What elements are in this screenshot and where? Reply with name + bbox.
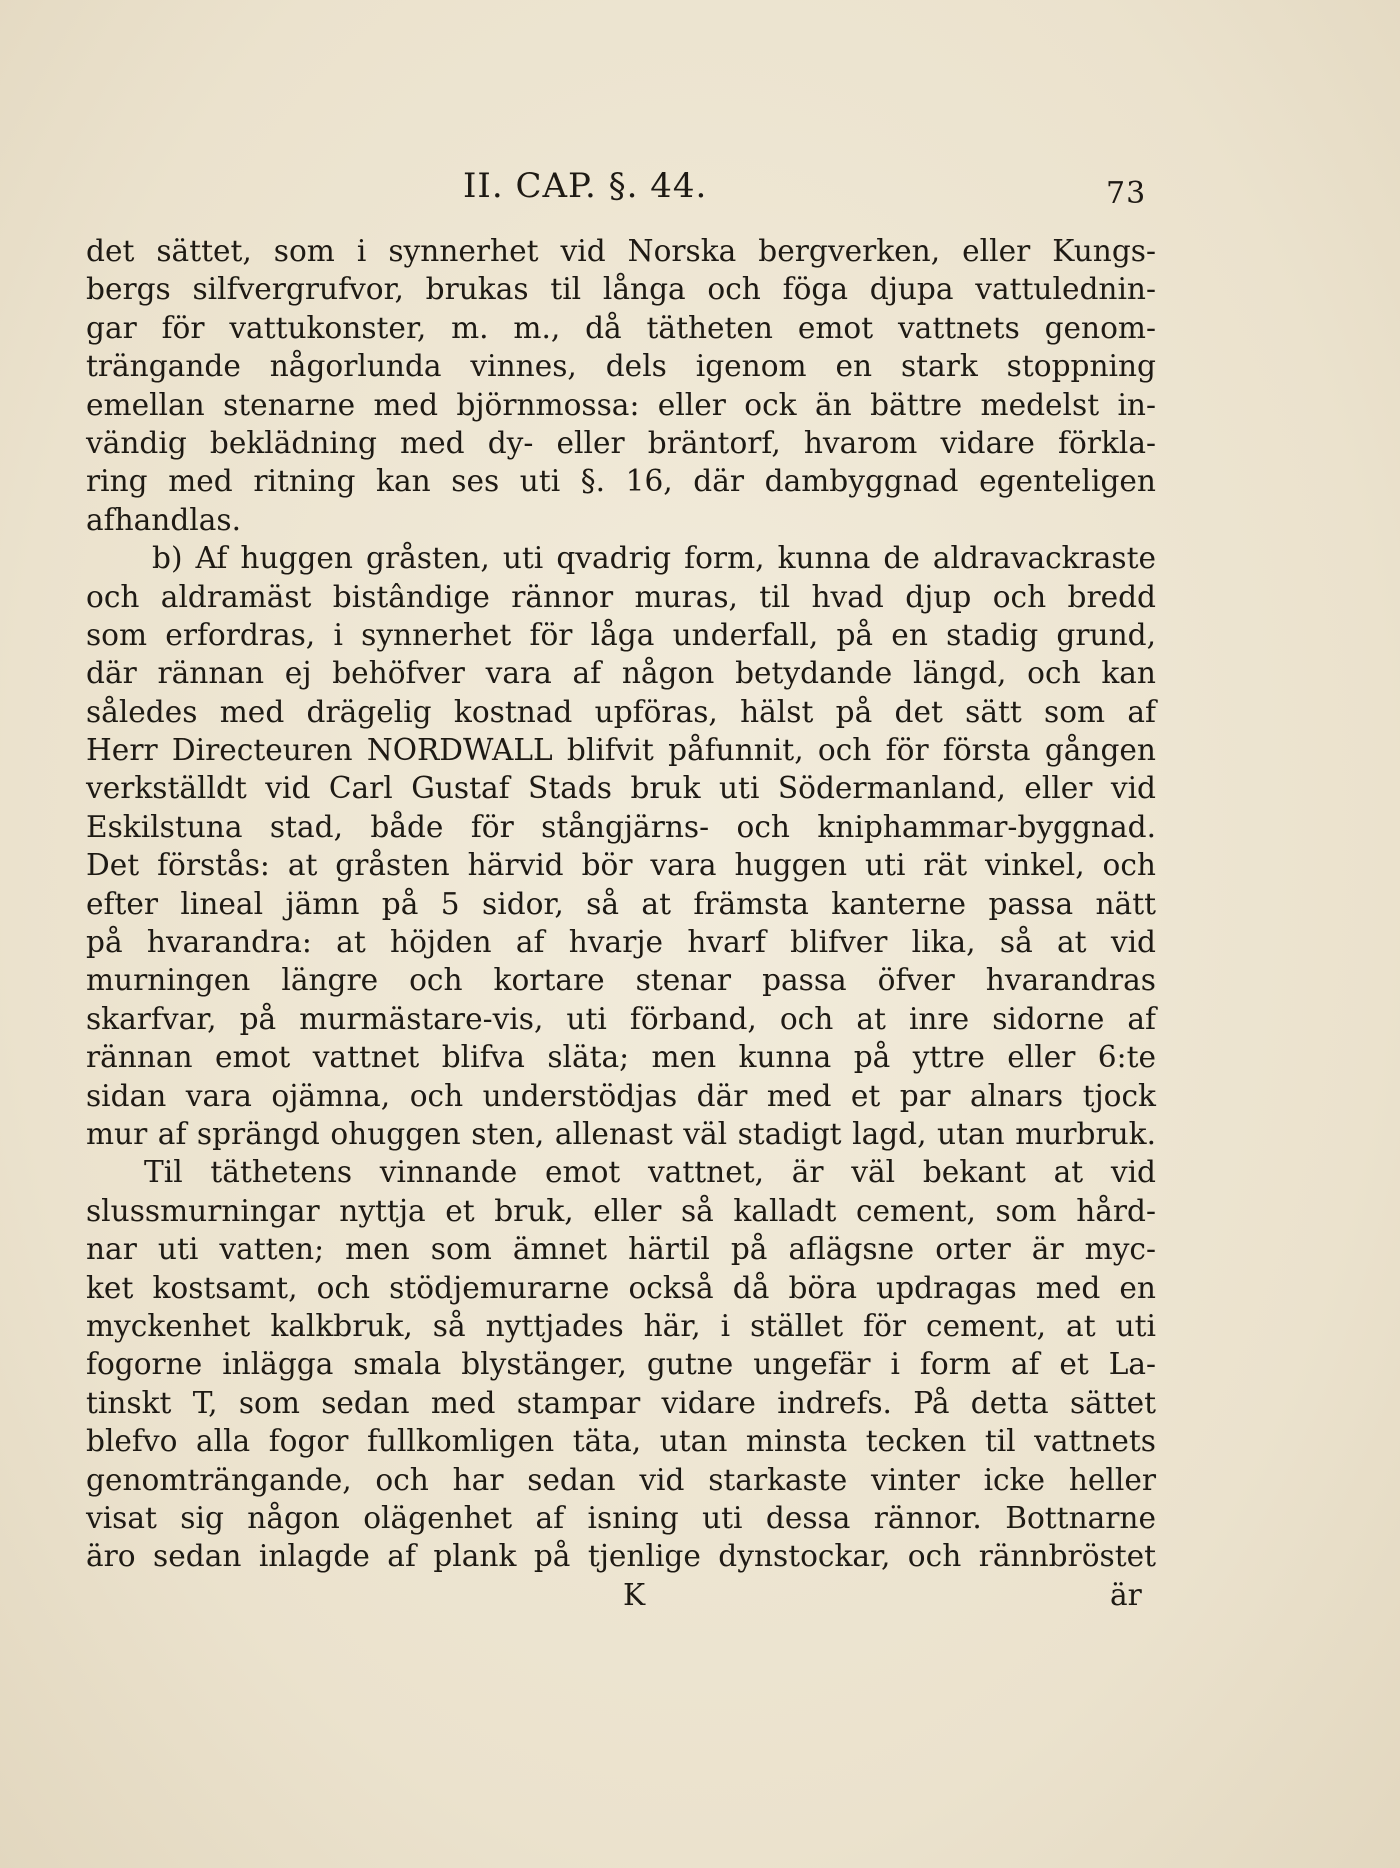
- text-line: skarfvar, på murmästare-vis, uti förband, och at inre sidorne af: [86, 1001, 1156, 1036]
- text-line: myckenhet kalkbruk, så nyttjades här, i stället för cement, at uti: [86, 1308, 1156, 1343]
- text-line: slussmurningar nyttja et bruk, eller så kalladt cement, som hård-: [86, 1193, 1156, 1228]
- text-line: äro sedan inlagde af plank på tjenlige dynstockar, och rännbröstet: [86, 1539, 1156, 1574]
- text-line: som erfordras, i synnerhet för låga underfall, på en stadig grund,: [86, 617, 1156, 652]
- text-line: visat sig någon olägenhet af isning uti dessa rännor. Bottnarne: [86, 1500, 1156, 1535]
- text-line: trängande någorlunda vinnes, dels igenom en stark stoppning: [86, 349, 1156, 384]
- text-line: efter lineal jämn på 5 sidor, så at främsta kanterne passa nätt: [86, 886, 1156, 921]
- text-line: bergs silfvergrufvor, brukas til långa och föga djupa vattulednin-: [86, 272, 1156, 307]
- text-line: således med drägelig kostnad upföras, hälst på det sätt som af: [86, 694, 1156, 729]
- text-line: tinskt T, som sedan med stampar vidare indrefs. På detta sättet: [86, 1385, 1156, 1420]
- text-line: genomträngande, och har sedan vid starkaste vinter icke heller: [86, 1462, 1156, 1497]
- body-text: [86, 232, 1156, 1576]
- text-line: på hvarandra: at höjden af hvarje hvarf blifver lika, så at vid: [86, 925, 1156, 960]
- running-head: [0, 166, 1400, 216]
- text-line: ket kostsamt, och stödjemurarne också då böra updragas med en: [86, 1270, 1156, 1305]
- text-line: Til täthetens vinnande emot vattnet, är väl bekant at vid: [144, 1155, 1156, 1190]
- signature-mark: K: [623, 1578, 646, 1612]
- text-line: mur af sprängd ohuggen sten, allenast väl stadigt lagd, utan murbruk.: [86, 1116, 1156, 1151]
- page-footer: [0, 1578, 1400, 1618]
- text-line: Det förstås: at gråsten härvid bör vara huggen uti rät vinkel, och: [86, 848, 1156, 883]
- text-line: nar uti vatten; men som ämnet härtil på aflägsne orter är myc-: [86, 1232, 1156, 1267]
- text-line: där rännan ej behöfver vara af någon betydande längd, och kan: [86, 656, 1156, 691]
- text-line: Herr Directeuren NORDWALL blifvit påfunnit, och för första gången: [86, 733, 1156, 768]
- text-line: rännan emot vattnet blifva släta; men kunna på yttre eller 6:te: [86, 1040, 1156, 1075]
- text-line: blefvo alla fogor fullkomligen täta, utan minsta tecken til vattnets: [86, 1424, 1156, 1459]
- catchword: är: [1110, 1578, 1142, 1612]
- text-line: sidan vara ojämna, och understödjas där med et par alnars tjock: [86, 1078, 1156, 1113]
- text-line: det sättet, som i synnerhet vid Norska bergverken, eller Kungs-: [86, 234, 1156, 268]
- text-line: b) Af huggen gråsten, uti qvadrig form, kunna de aldravackraste: [152, 541, 1156, 576]
- text-line: vändig beklädning med dy- eller bräntorf, hvarom vidare förkla-: [86, 425, 1156, 460]
- page-number: 73: [1106, 176, 1147, 211]
- text-line: fogorne inlägga smala blystänger, gutne ungefär i form af et La-: [86, 1347, 1156, 1382]
- text-line: murningen längre och kortare stenar passa öfver hvarandras: [86, 963, 1156, 998]
- text-line: afhandlas.: [86, 502, 242, 537]
- chapter-heading: II. CAP. §. 44.: [463, 166, 708, 206]
- text-line: Eskilstuna stad, både för stångjärns- och kniphammar-byggnad.: [86, 809, 1156, 844]
- text-line: och aldramäst bistândige rännor muras, til hvad djup och bredd: [86, 579, 1156, 614]
- text-line: emellan stenarne med björnmossa: eller ock än bättre medelst in-: [86, 387, 1156, 422]
- text-line: verkställdt vid Carl Gustaf Stads bruk uti Södermanland, eller vid: [86, 771, 1156, 806]
- text-line: ring med ritning kan ses uti §. 16, där dambyggnad egenteligen: [86, 464, 1156, 499]
- text-line: gar för vattukonster, m. m., då tätheten emot vattnets genom-: [86, 310, 1156, 345]
